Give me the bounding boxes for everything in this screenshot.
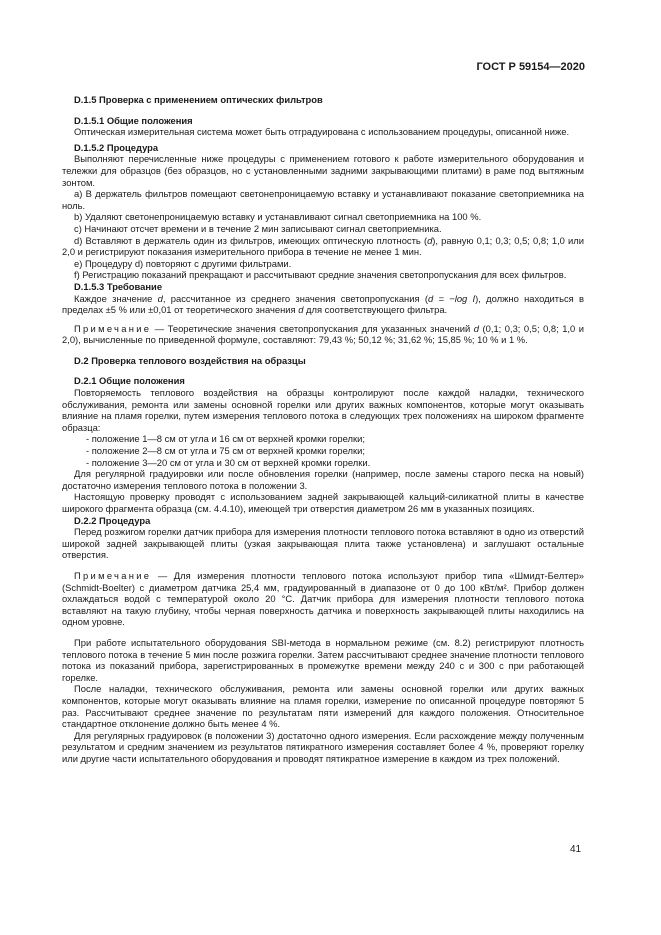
subsection-heading-d21: D.2.1 Общие положения (74, 375, 185, 387)
procedure-step-b: b) Удаляют светонепроницаемую вставку и устанавливают сигнал светоприемника на 100 %. (74, 211, 482, 223)
procedure-step-f: f) Регистрацию показаний прекращают и рассчитывают средние значения светопропускания для всех фильтров. (74, 269, 567, 281)
step-d-variable: d (427, 234, 433, 246)
req-text-1: Каждое значение (74, 292, 158, 304)
note-2 (62, 570, 584, 628)
procedure-step-c: c) Начинают отсчет времени и в течение 2 мин записывают сигнал светоприемника. (74, 222, 442, 234)
procedure-step-a: а) В держатель фильтров помещают светонепроницаемую вставку и устанавливают показание светоприемника на ноль. (62, 188, 584, 211)
list-item-position-2: - положение 2—8 см от угла и 75 см от верхней кромки горелки; (86, 445, 365, 457)
page-number: 41 (570, 844, 582, 855)
paragraph: Перед розжигом горелки датчик прибора для измерения плотности теплового потока вставляют в одно из отверстий широкой задней закрывающей плиты (узкая закрывающая плита также установлена) и заглушают остальные отверстия. (62, 526, 584, 561)
paragraph: Настоящую проверку проводят с использованием задней закрывающей кальций-силикатной плиты в качестве широкого фрагмента образца (см. 4.4.10), имеющей три отверстия диаметром 26 мм в указанных позициях. (62, 491, 584, 514)
section-heading-d2: D.2 Проверка теплового воздействия на образцы (74, 354, 306, 366)
note-label: Примечание (74, 569, 152, 581)
document-header: ГОСТ Р 59154—2020 (476, 61, 585, 73)
step-d-text-2: ), равную 0,1; 0,3; 0,5; 0,8; 1,0 или 2,0 и регистрируют показания измерительного прибора в течение не менее 1 мин. (62, 234, 584, 258)
list-item-position-1: - положение 1—8 см от угла и 16 см от верхней кромки горелки; (86, 433, 365, 445)
section-heading-d15: D.1.5 Проверка с применением оптических фильтров (74, 94, 323, 105)
req-formula: d = −log I (427, 292, 476, 304)
note-1 (62, 323, 584, 346)
procedure-step-d (62, 235, 584, 258)
note-text-1: — Теоретические значения светопропускания для указанных значений (151, 322, 474, 334)
subsection-heading-d151: D.1.5.1 Общие положения (74, 114, 193, 126)
list-item-position-3: - положение 3—20 см от угла и 30 см от верхней кромки горелки. (86, 456, 371, 468)
note-text-2: (0,1; 0,3; 0,5; 0,8; 1,0 и 2,0), вычисленные по приведенной формуле, составляют: 79,43 %; 50,12 %; 31,62 %; 15,85 %; 10 % и 1 %. (62, 322, 584, 346)
paragraph: После наладки, технического обслуживания, ремонта или замены основной горелки или других важных компонентов, которые могут оказывать влияние на пламя горелки, измерение по описанной процедуре повторяют 5 раз. Рассчитывают среднее значение по результатам пяти измерений для каждого положения. Относительное стандартное отклонение должно быть менее 4 %. (62, 683, 584, 730)
subsection-heading-d153: D.1.5.3 Требование (74, 280, 163, 292)
paragraph: Для регулярных градуировок (в положении 3) достаточно одного измерения. Если расхождение между полученным результатом и средним значением из результатов пятикратного измерения составляет более 4 %, проверяют горелку или другие части испытательного оборудования и проводят пятикратное измерение в каждом из трех положений. (62, 729, 584, 764)
subsection-heading-d22: D.2.2 Процедура (74, 514, 151, 526)
note-label: Примечание (74, 322, 152, 334)
procedure-step-e: e) Процедуру d) повторяют с другими фильтрами. (74, 257, 292, 269)
paragraph: Повторяемость теплового воздействия на образцы контролируют после каждой наладки, технического обслуживания, ремонта или замены основной горелки или других важных компонентов, которые могут оказывать влияние на пламя горелки, путем измерения теплового потока в следующих трех положениях на широком фрагменте образца: (62, 387, 584, 433)
req-text-2: , рассчитанное из среднего значения светопропускания ( (162, 292, 428, 304)
paragraph: Оптическая измерительная система может быть отградуирована с использованием процедуры, описанной ниже. (74, 126, 570, 138)
req-variable-d: d (157, 292, 163, 304)
step-d-text-1: d) Вставляют в держатель один из фильтров, имеющих оптическую плотность ( (74, 234, 428, 246)
subsection-heading-d152: D.1.5.2 Процедура (74, 141, 159, 153)
paragraph: Выполняют перечисленные ниже процедуры с применением готового к работе измерительного оборудования и тележки для образцов (без образцов, но с установленными задними закрывающими плитами) в раме под вытяжным зонтом. (62, 153, 584, 188)
req-text-4: для соответствующего фильтра. (303, 304, 448, 316)
paragraph: Для регулярной градуировки или после обновления горелки (например, после замены старого песка на новый) достаточно измерения теплового потока в положении 3. (62, 468, 584, 491)
note-text: — Для измерения плотности теплового потока используют прибор типа «Шмидт-Белтер» (Schmidt-Boelter) с диаметром датчика 25,4 мм, градуированный в диапазоне от 0 до 100 кВт/м². Прибор должен охлаждаться водой с температурой около 20 °С. Датчик прибора для измерения плотности теплового потока вставляют на такую глубину, чтобы черная поверхность датчика и поверхность закрывающей плиты находились на одном уровне. (62, 569, 584, 628)
req-variable-d-2: d (298, 304, 304, 316)
page-content (62, 94, 584, 764)
req-text-3: ), должно находиться в пределах ±5 % или ±0,01 от теоретического значения (62, 292, 585, 316)
note-variable: d (473, 322, 479, 334)
requirement-paragraph (62, 293, 584, 316)
paragraph: При работе испытательного оборудования SBI-метода в нормальном режиме (см. 8.2) регистрируют плотность теплового потока в течение 5 мин после розжига горелки. Затем рассчитывают среднее значение плотности теплового потока из показаний прибора, зарегистрированных в промежутке времени между 240 с и 300 с при работающей горелке. (62, 636, 584, 683)
